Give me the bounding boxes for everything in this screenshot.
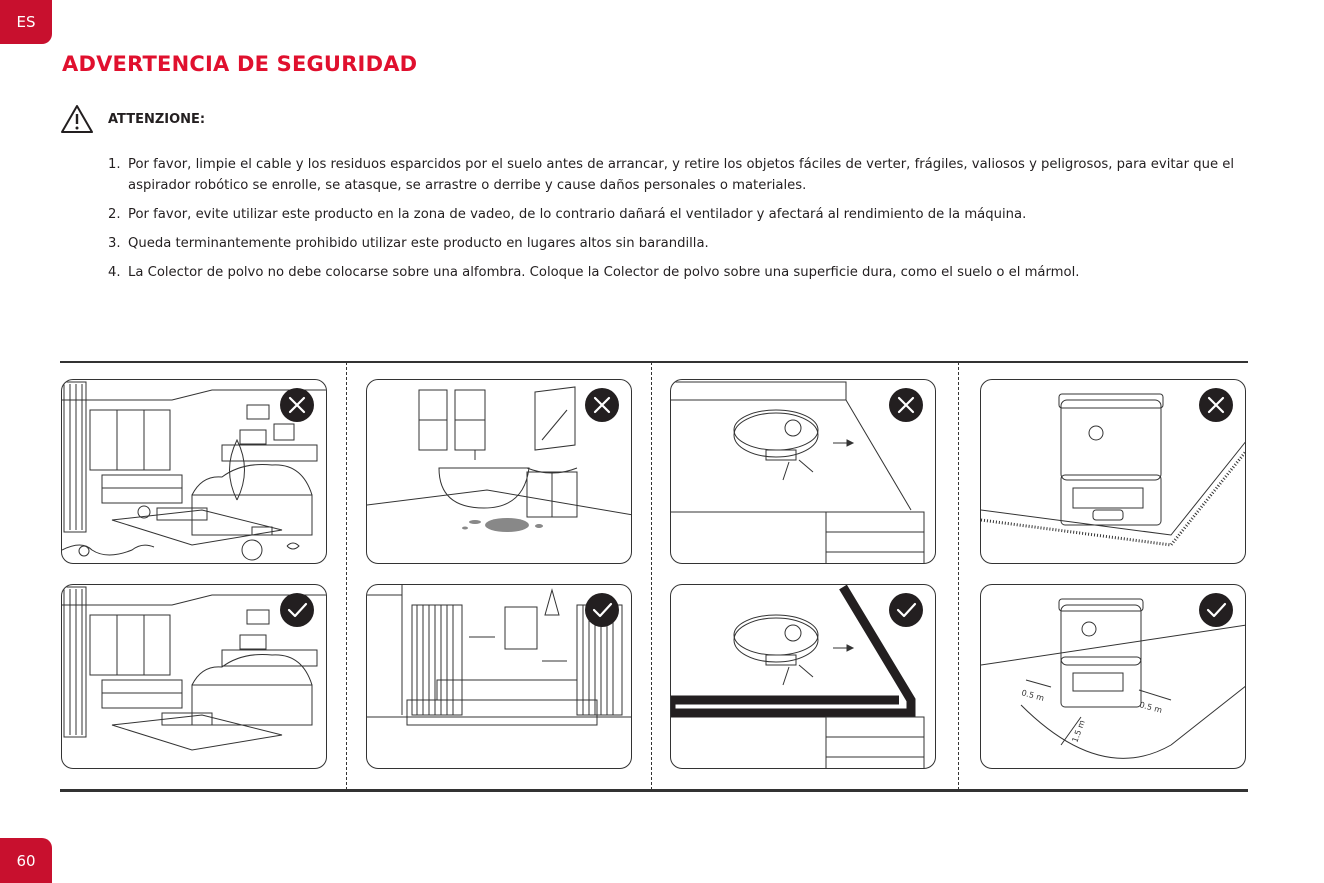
page-number: 60	[0, 838, 52, 883]
warning-triangle-icon	[60, 104, 94, 134]
list-item: 2. Por favor, evite utilizar este producto en la zona de vadeo, de lo contrario dañará el ventilador y afectará al rendimiento de la máquina.	[108, 207, 1027, 222]
check-mark-icon	[585, 593, 619, 627]
check-mark-icon	[889, 593, 923, 627]
x-mark-icon	[280, 388, 314, 422]
clearance-left-label: 0.5 m	[1020, 688, 1046, 703]
illustration-dry-living-room	[366, 584, 632, 769]
x-mark-icon	[1199, 388, 1233, 422]
divider-bottom	[60, 789, 1248, 792]
clearance-front-label: 1.5 m	[1070, 718, 1087, 744]
list-item: 4. La Colector de polvo no debe colocarse sobre una alfombra. Coloque la Colector de polvo sobre una superficie dura, como el suelo o el mármol.	[108, 265, 1080, 280]
divider-top	[60, 361, 1248, 363]
illustration-tidy-room	[61, 584, 327, 769]
column-divider	[346, 362, 347, 790]
x-mark-icon	[585, 388, 619, 422]
illustration-dock-clearance	[980, 584, 1246, 769]
illustration-cluttered-room	[61, 379, 327, 564]
warning-heading	[60, 104, 205, 134]
check-mark-icon	[280, 593, 314, 627]
illustration-dock-on-carpet	[980, 379, 1246, 564]
illustration-wet-bathroom	[366, 379, 632, 564]
column-divider	[651, 362, 652, 790]
page-title: ADVERTENCIA DE SEGURIDAD	[62, 52, 418, 76]
check-mark-icon	[1199, 593, 1233, 627]
illustration-edge-with-railing	[670, 584, 936, 769]
x-mark-icon	[889, 388, 923, 422]
illustration-edge-no-railing	[670, 379, 936, 564]
list-item: 1. Por favor, limpie el cable y los residuos esparcidos por el suelo antes de arrancar, y retire los objetos fáciles de verter, frágiles, valiosos y peligrosos, para evitar que el aspirador robótico se enrolle, se atasque, se arrastre o derribe y cause daños personales o materiales.	[108, 157, 1235, 193]
warning-label: ATTENZIONE:	[108, 111, 206, 127]
column-divider	[958, 362, 959, 790]
clearance-right-label: 0.5 m	[1138, 700, 1164, 715]
list-item: 3. Queda terminantemente prohibido utilizar este producto en lugares altos sin barandilla.	[108, 236, 709, 251]
language-tab: ES	[0, 0, 52, 44]
safety-list	[108, 154, 1258, 291]
